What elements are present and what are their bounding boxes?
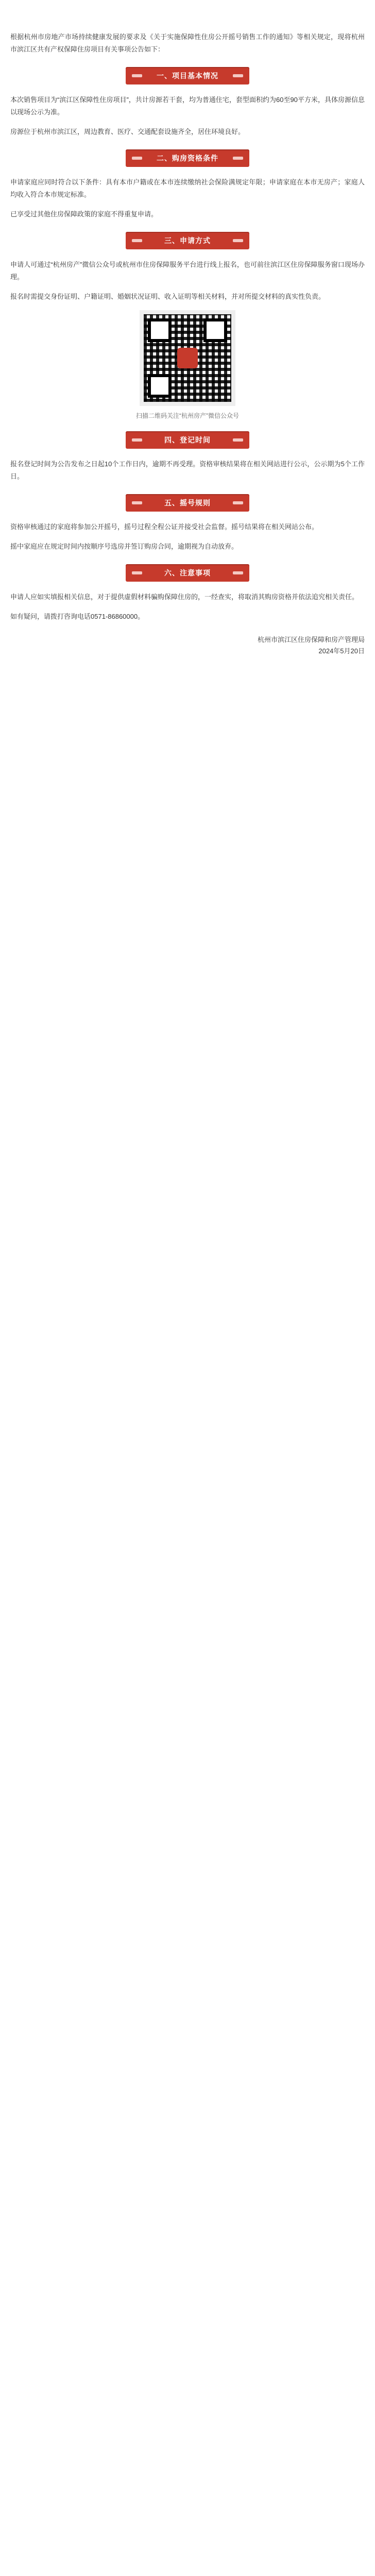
section-4-para-1: 报名登记时间为公告发布之日起10个工作日内，逾期不再受理。资格审核结果将在相关网站进行公示，公示期为5个工作日。 — [10, 460, 365, 480]
section-header-4: 四、登记时间 — [126, 431, 249, 449]
qr-code — [140, 310, 235, 406]
section-1-para-1: 本次销售项目为“滨江区保障性住房项目”，共计房源若干套，均为普通住宅，套型面积约为60至90平方米，具体房源信息以现场公示为准。 — [10, 96, 365, 116]
section-2-para-1: 申请家庭应同时符合以下条件：具有本市户籍或在本市连续缴纳社会保险满规定年限；申请家庭在本市无房产；家庭人均收入符合本市规定标准。 — [10, 178, 365, 198]
section-5-para-2: 摇中家庭应在规定时间内按顺序号选房并签订购房合同，逾期视为自动放弃。 — [10, 543, 238, 550]
qr-logo-icon — [177, 348, 198, 368]
signature-date: 2024年5月20日 — [318, 647, 365, 655]
section-6-para-2: 如有疑问，请拨打咨询电话0571-86860000。 — [10, 613, 145, 620]
qr-finder — [203, 318, 227, 342]
section-2-para-2: 已享受过其他住房保障政策的家庭不得重复申请。 — [10, 210, 158, 218]
section-3-para-1: 申请人可通过“杭州房产”微信公众号或杭州市住房保障服务平台进行线上报名，也可前往滨江区住房保障服务窗口现场办理。 — [10, 261, 365, 281]
section-header-1: 一、项目基本情况 — [126, 67, 249, 84]
qr-finder — [148, 318, 172, 342]
section-6-para-1: 申请人应如实填报相关信息，对于提供虚假材料骗购保障住房的，一经查实，将取消其购房资格并依法追究相关责任。 — [10, 593, 359, 601]
section-1-para-2: 房源位于杭州市滨江区，周边教育、医疗、交通配套设施齐全，居住环境良好。 — [10, 128, 245, 135]
section-header-5: 五、摇号规则 — [126, 494, 249, 512]
intro-paragraph: 根据杭州市房地产市场持续健康发展的要求及《关于实施保障性住房公开摇号销售工作的通知》等相关规定，现将杭州市滨江区共有产权保障住房项目有关事项公告如下： — [10, 33, 365, 53]
section-header-6: 六、注意事项 — [126, 564, 249, 582]
section-header-3: 三、申请方式 — [126, 232, 249, 249]
qr-caption: 扫描二维码关注“杭州房产”微信公众号 — [136, 412, 239, 419]
section-header-2: 二、购房资格条件 — [126, 149, 249, 167]
section-5-para-1: 资格审核通过的家庭将参加公开摇号，摇号过程全程公证并接受社会监督。摇号结果将在相关网站公布。 — [10, 523, 319, 531]
signature-org: 杭州市滨江区住房保障和房产管理局 — [257, 636, 365, 643]
signature-block — [10, 634, 365, 657]
section-3-para-2: 报名时需提交身份证明、户籍证明、婚姻状况证明、收入证明等相关材料，并对所提交材料的真实性负责。 — [10, 293, 326, 300]
qr-finder — [148, 374, 172, 398]
